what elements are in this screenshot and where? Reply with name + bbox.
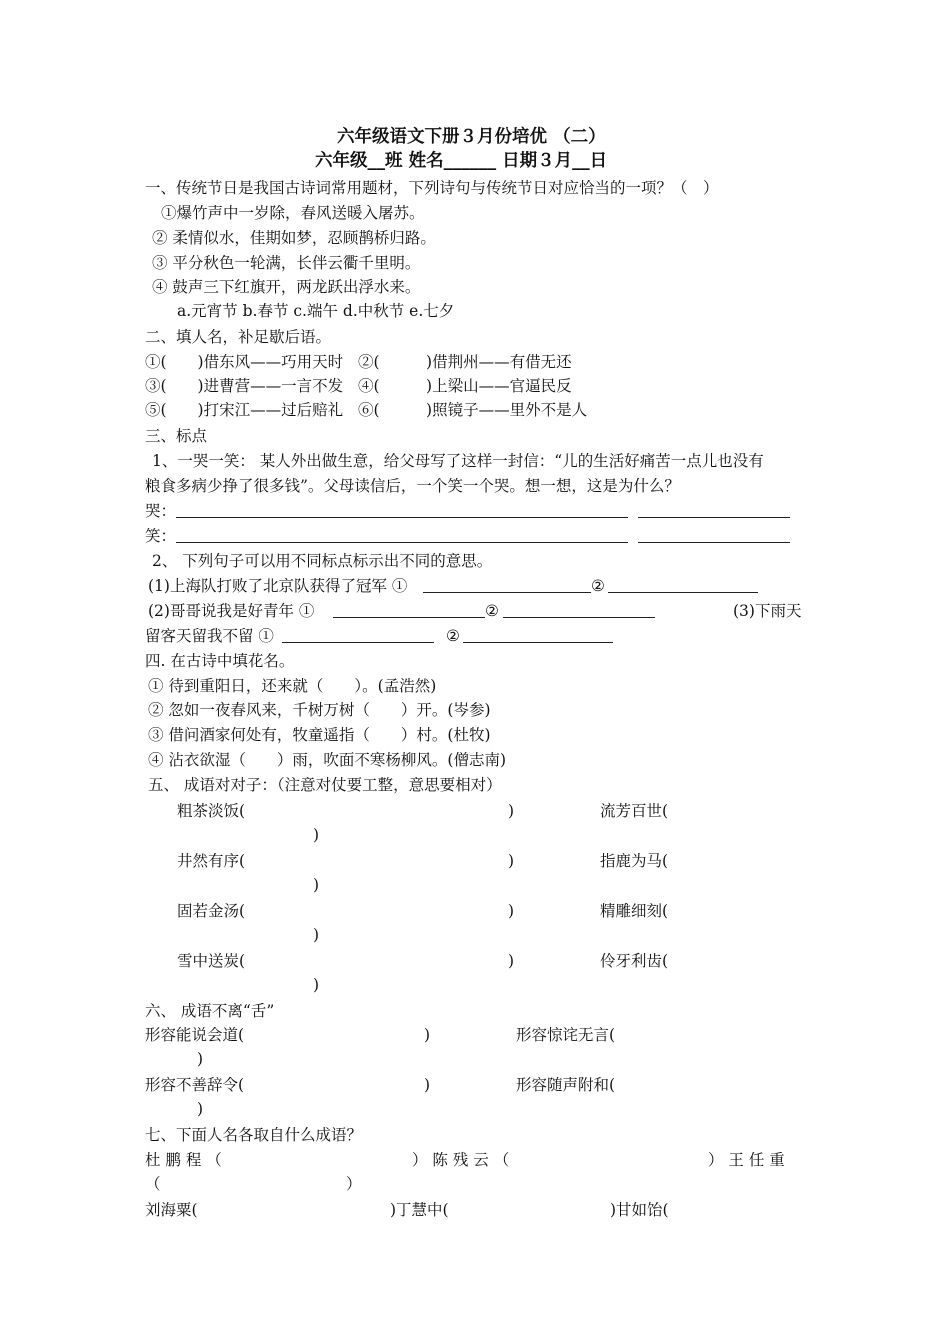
section-1-question: 一、传统节日是我国古诗词常用题材，下列诗句与传统节日对应恰当的一项？（ ） (145, 179, 719, 197)
close-paren: ) (197, 1100, 204, 1118)
answer-line[interactable] (503, 617, 655, 618)
close-paren: ) (197, 1050, 204, 1068)
punctuation-question-1-cont: 粮食多病少挣了很多钱”。父母读信后，一个笑一个哭。想一想，这是为什么？ (145, 477, 680, 495)
tongue-idiom-left: 形容能说会道( (145, 1026, 245, 1044)
sentence-3-cont: 留客天留我不留 ① (145, 627, 274, 645)
answer-line[interactable] (176, 517, 628, 518)
idiom-left: 固若金汤( (177, 902, 246, 920)
poem-line: ② 柔情似水，佳期如梦，忍顾鹊桥归路。 (152, 229, 436, 247)
idiom-right: 流芳百世( (600, 802, 669, 820)
tongue-idiom-left: 形容不善辞令( (145, 1076, 245, 1094)
sentence-1-marker: ② (591, 577, 605, 595)
close-paren: ) (313, 876, 320, 894)
section-5-heading: 五、 成语对对子：（注意对仗要工整，意思要相对） (148, 776, 502, 794)
answer-line[interactable] (282, 642, 434, 643)
idiom-left: 粗茶淡饭( (177, 802, 246, 820)
festival-options: a.元宵节 b.春节 c.端午 d.中秋节 e.七夕 (177, 302, 455, 320)
sentence-1: (1)上海队打败了北京队获得了冠军 ① (148, 577, 408, 595)
poem-blank-line: ① 待到重阳日，还来就（ ）。(孟浩然) (148, 677, 437, 695)
xiehouyu-item: ⑥( )照镜子——里外不是人 (358, 401, 588, 419)
section-4-heading: 四. 在古诗中填花名。 (145, 652, 295, 670)
sentence-3: (3)下雨天 (733, 602, 802, 620)
close-paren: ) (313, 826, 320, 844)
close-paren: ） (346, 1175, 362, 1193)
xiehouyu-item: ⑤( )打宋江——过后赔礼 (145, 401, 344, 419)
answer-line[interactable] (463, 642, 613, 643)
poem-blank-line: ③ 借问酒家何处有，牧童遥指（ ）村。(杜牧) (148, 726, 491, 744)
close-paren: ) (313, 926, 320, 944)
xiehouyu-item: ③( )进曹营——一言不发 (145, 377, 344, 395)
punctuation-question-1: 1、一哭一笑： 某人外出做生意，给父母写了这样一封信：“儿的生活好痛苦一点儿也没有 (152, 452, 764, 470)
close-paren: ) (508, 902, 515, 920)
close-paren: ) (424, 1026, 431, 1044)
poem-blank-line: ④ 沾衣欲湿（ ）雨，吹面不寒杨柳风。(僧志南) (148, 751, 507, 769)
sentence-2: (2)哥哥说我是好青年 ① (148, 602, 315, 620)
tongue-idiom-right: 形容惊诧无言( (516, 1026, 616, 1044)
name-item: ） 王 任 重 (708, 1151, 785, 1169)
section-6-heading: 六、 成语不离“舌” (145, 1002, 275, 1020)
section-2-heading: 二、填人名，补足歇后语。 (145, 328, 332, 346)
poem-line: ④ 鼓声三下红旗开，两龙跃出浮水来。 (152, 278, 421, 296)
close-paren: ) (424, 1076, 431, 1094)
punctuation-question-2: 2、 下列句子可以用不同标点标示出不同的意思。 (152, 552, 493, 570)
answer-line[interactable] (608, 592, 758, 593)
name-item: )丁慧中( (390, 1201, 449, 1219)
name-item: 杜 鹏 程 （ (145, 1151, 222, 1169)
section-7-heading: 七、下面人名各取自什么成语？ (145, 1126, 363, 1144)
tongue-idiom-right: 形容随声附和( (516, 1076, 616, 1094)
sentence-3-marker: ② (446, 627, 460, 645)
answer-line[interactable] (333, 617, 485, 618)
sentence-2-marker: ② (485, 602, 499, 620)
poem-line: ①爆竹声中一岁除，春风送暖入屠苏。 (161, 204, 425, 222)
idiom-left: 雪中送炭( (177, 952, 246, 970)
idiom-right: 伶牙利齿( (600, 952, 669, 970)
answer-line[interactable] (423, 592, 591, 593)
xiehouyu-item: ①( )借东风——巧用天时 (145, 353, 344, 371)
page-title: 六年级语文下册３月份培优 （二） (337, 127, 606, 147)
close-paren: ) (313, 976, 320, 994)
poem-blank-line: ② 忽如一夜春风来，千树万树（ ）开。(岑参) (148, 701, 491, 719)
answer-line[interactable] (638, 517, 790, 518)
page-subtitle: 六年级__班 姓名______ 日期３月__日 (315, 151, 608, 171)
close-paren: ) (508, 852, 515, 870)
xiehouyu-item: ④( )上梁山——官逼民反 (358, 377, 572, 395)
poem-line: ③ 平分秋色一轮满，长伴云衢千里明。 (152, 254, 421, 272)
name-item: 刘海粟( (145, 1201, 198, 1219)
close-paren: ) (508, 952, 515, 970)
name-item: ） 陈 残 云 （ (412, 1151, 510, 1169)
cry-label: 哭： (145, 502, 177, 520)
close-paren: ) (508, 802, 515, 820)
laugh-label: 笑： (145, 527, 177, 545)
section-3-heading: 三、标点 (145, 427, 208, 445)
xiehouyu-item: ②( )借荆州——有借无还 (358, 353, 572, 371)
answer-line[interactable] (176, 542, 628, 543)
name-item: )甘如饴( (610, 1201, 669, 1219)
idiom-right: 精雕细刻( (600, 902, 669, 920)
idiom-right: 指鹿为马( (600, 852, 669, 870)
idiom-left: 井然有序( (177, 852, 246, 870)
answer-line[interactable] (638, 542, 790, 543)
open-paren: （ (145, 1175, 161, 1193)
